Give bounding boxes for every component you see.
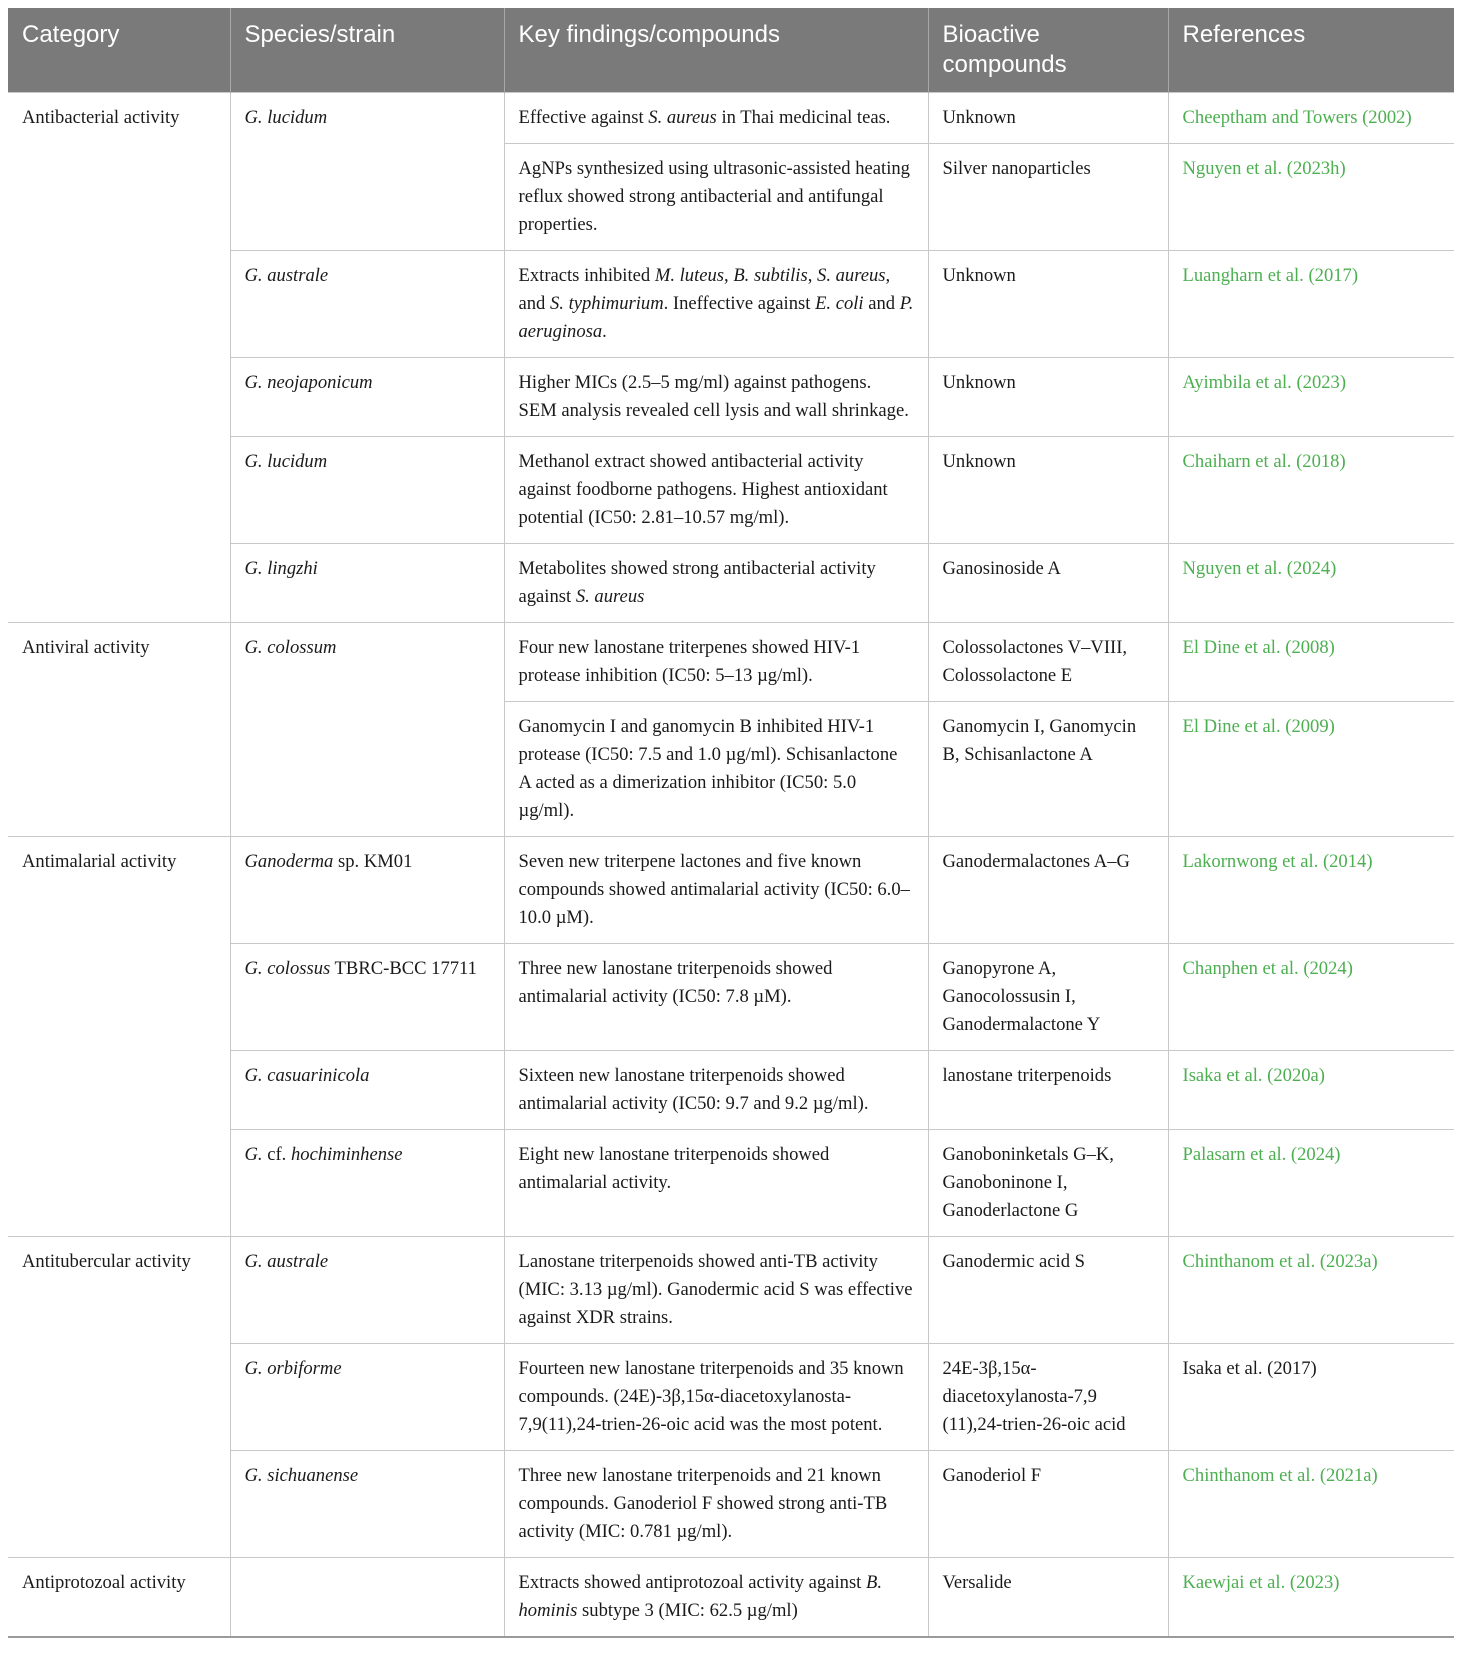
bioactive-cell: Ganodermalactones A–G [928, 837, 1168, 944]
findings-cell: Higher MICs (2.5–5 mg/ml) against pathogens. SEM analysis revealed cell lysis and wall shrinkage. [504, 358, 928, 437]
bioactive-cell: Unknown [928, 437, 1168, 544]
reference-link[interactable]: Kaewjai et al. (2023) [1182, 1572, 1340, 1593]
table-row [8, 623, 1454, 702]
findings-cell: Metabolites showed strong antibacterial activity against S. aureus [504, 544, 928, 623]
bioactive-cell: Unknown [928, 93, 1168, 144]
findings-cell: Extracts showed antiprotozoal activity against B. hominis subtype 3 (MIC: 62.5 µg/ml) [504, 1558, 928, 1638]
bioactive-cell: Versalide [928, 1558, 1168, 1638]
findings-cell: Methanol extract showed antibacterial activity against foodborne pathogens. Highest antioxidant potential (IC50: 2.81–10.57 mg/ml). [504, 437, 928, 544]
bioactive-cell: Ganoderiol F [928, 1451, 1168, 1558]
species-cell: G. australe [230, 251, 504, 358]
reference-link[interactable]: Luangharn et al. (2017) [1182, 265, 1359, 286]
compounds-table [8, 8, 1454, 1638]
reference-link[interactable]: El Dine et al. (2008) [1182, 637, 1335, 658]
reference-cell [1168, 251, 1454, 358]
species-cell [230, 1558, 504, 1638]
species-cell: G. australe [230, 1237, 504, 1344]
findings-cell: AgNPs synthesized using ultrasonic-assisted heating reflux showed strong antibacterial and antifungal properties. [504, 144, 928, 251]
findings-cell: Ganomycin I and ganomycin B inhibited HIV-1 protease (IC50: 7.5 and 1.0 µg/ml). Schisanlactone A acted as a dimerization inhibitor (IC50: 5.0 µg/ml). [504, 702, 928, 837]
bioactive-cell: Ganomycin I, Ganomycin B, Schisanlactone A [928, 702, 1168, 837]
reference-link[interactable]: Chanphen et al. (2024) [1182, 958, 1353, 979]
bioactive-cell: Ganopyrone A, Ganocolossusin I, Ganodermalactone Y [928, 944, 1168, 1051]
bioactive-cell: lanostane triterpenoids [928, 1051, 1168, 1130]
category-cell: Antitubercular activity [8, 1237, 230, 1558]
reference-link[interactable]: Chinthanom et al. (2023a) [1182, 1251, 1378, 1272]
category-cell: Antiviral activity [8, 623, 230, 837]
findings-cell: Four new lanostane triterpenes showed HIV-1 protease inhibition (IC50: 5–13 µg/ml). [504, 623, 928, 702]
bioactive-cell: Unknown [928, 358, 1168, 437]
table-row [8, 837, 1454, 944]
reference-link[interactable]: Ayimbila et al. (2023) [1182, 372, 1347, 393]
bioactive-cell: Ganosinoside A [928, 544, 1168, 623]
species-cell: G. colossum [230, 623, 504, 837]
findings-cell: Three new lanostane triterpenoids showed antimalarial activity (IC50: 7.8 µM). [504, 944, 928, 1051]
reference-cell [1168, 702, 1454, 837]
bioactive-cell: Silver nanoparticles [928, 144, 1168, 251]
table-row [8, 93, 1454, 144]
bioactive-cell: Ganoboninketals G–K, Ganoboninone I, Ganoderlactone G [928, 1130, 1168, 1237]
findings-cell: Three new lanostane triterpenoids and 21 known compounds. Ganoderiol F showed strong anti-TB activity (MIC: 0.781 µg/ml). [504, 1451, 928, 1558]
reference-text: Isaka et al. (2017) [1182, 1358, 1317, 1379]
species-cell: G. lucidum [230, 93, 504, 251]
reference-link[interactable]: El Dine et al. (2009) [1182, 716, 1335, 737]
reference-cell [1168, 1558, 1454, 1638]
reference-cell [1168, 1237, 1454, 1344]
reference-link[interactable]: Chinthanom et al. (2021a) [1182, 1465, 1378, 1486]
reference-link[interactable]: Nguyen et al. (2024) [1182, 558, 1337, 579]
header-bioactive: Bioactive compounds [928, 8, 1168, 93]
header-category: Category [8, 8, 230, 93]
species-cell: G. neojaponicum [230, 358, 504, 437]
findings-cell: Effective against S. aureus in Thai medicinal teas. [504, 93, 928, 144]
category-cell: Antimalarial activity [8, 837, 230, 1237]
species-cell: G. sichuanense [230, 1451, 504, 1558]
table-row [8, 1237, 1454, 1344]
species-cell: G. cf. hochiminhense [230, 1130, 504, 1237]
header-references: References [1168, 8, 1454, 93]
species-cell: G. orbiforme [230, 1344, 504, 1451]
reference-cell [1168, 944, 1454, 1051]
reference-cell [1168, 1130, 1454, 1237]
reference-cell [1168, 144, 1454, 251]
header-row [8, 8, 1454, 93]
header-findings: Key findings/compounds [504, 8, 928, 93]
findings-cell: Fourteen new lanostane triterpenoids and 35 known compounds. (24E)-3β,15α-diacetoxylanosta-7,9(11),24-trien-26-oic acid was the most potent. [504, 1344, 928, 1451]
findings-cell: Sixteen new lanostane triterpenoids showed antimalarial activity (IC50: 9.7 and 9.2 µg/ml). [504, 1051, 928, 1130]
bioactive-cell: Colossolactones V–VIII, Colossolactone E [928, 623, 1168, 702]
table-row [8, 1558, 1454, 1638]
reference-cell [1168, 1051, 1454, 1130]
category-cell: Antiprotozoal activity [8, 1558, 230, 1638]
reference-cell [1168, 358, 1454, 437]
reference-link[interactable]: Cheeptham and Towers (2002) [1182, 107, 1412, 128]
bioactive-cell: 24E-3β,15α-diacetoxylanosta-7,9 (11),24-trien-26-oic acid [928, 1344, 1168, 1451]
reference-link[interactable]: Nguyen et al. (2023h) [1182, 158, 1346, 179]
header-species: Species/strain [230, 8, 504, 93]
reference-link[interactable]: Lakornwong et al. (2014) [1182, 851, 1373, 872]
reference-link[interactable]: Chaiharn et al. (2018) [1182, 451, 1346, 472]
reference-cell [1168, 544, 1454, 623]
bioactive-cell: Ganodermic acid S [928, 1237, 1168, 1344]
species-cell: G. lucidum [230, 437, 504, 544]
category-cell: Antibacterial activity [8, 93, 230, 623]
findings-cell: Lanostane triterpenoids showed anti-TB activity (MIC: 3.13 µg/ml). Ganodermic acid S was effective against XDR strains. [504, 1237, 928, 1344]
reference-cell [1168, 1451, 1454, 1558]
findings-cell: Seven new triterpene lactones and five known compounds showed antimalarial activity (IC50: 6.0–10.0 µM). [504, 837, 928, 944]
reference-cell [1168, 437, 1454, 544]
bioactive-cell: Unknown [928, 251, 1168, 358]
reference-cell [1168, 837, 1454, 944]
species-cell: Ganoderma sp. KM01 [230, 837, 504, 944]
species-cell: G. casuarinicola [230, 1051, 504, 1130]
reference-link[interactable]: Palasarn et al. (2024) [1182, 1144, 1341, 1165]
reference-link[interactable]: Isaka et al. (2020a) [1182, 1065, 1325, 1086]
findings-cell: Eight new lanostane triterpenoids showed antimalarial activity. [504, 1130, 928, 1237]
findings-cell: Extracts inhibited M. luteus, B. subtilis, S. aureus, and S. typhimurium. Ineffective against E. coli and P. aeruginosa. [504, 251, 928, 358]
reference-cell [1168, 1344, 1454, 1451]
reference-cell [1168, 93, 1454, 144]
species-cell: G. lingzhi [230, 544, 504, 623]
species-cell: G. colossus TBRC-BCC 17711 [230, 944, 504, 1051]
reference-cell [1168, 623, 1454, 702]
